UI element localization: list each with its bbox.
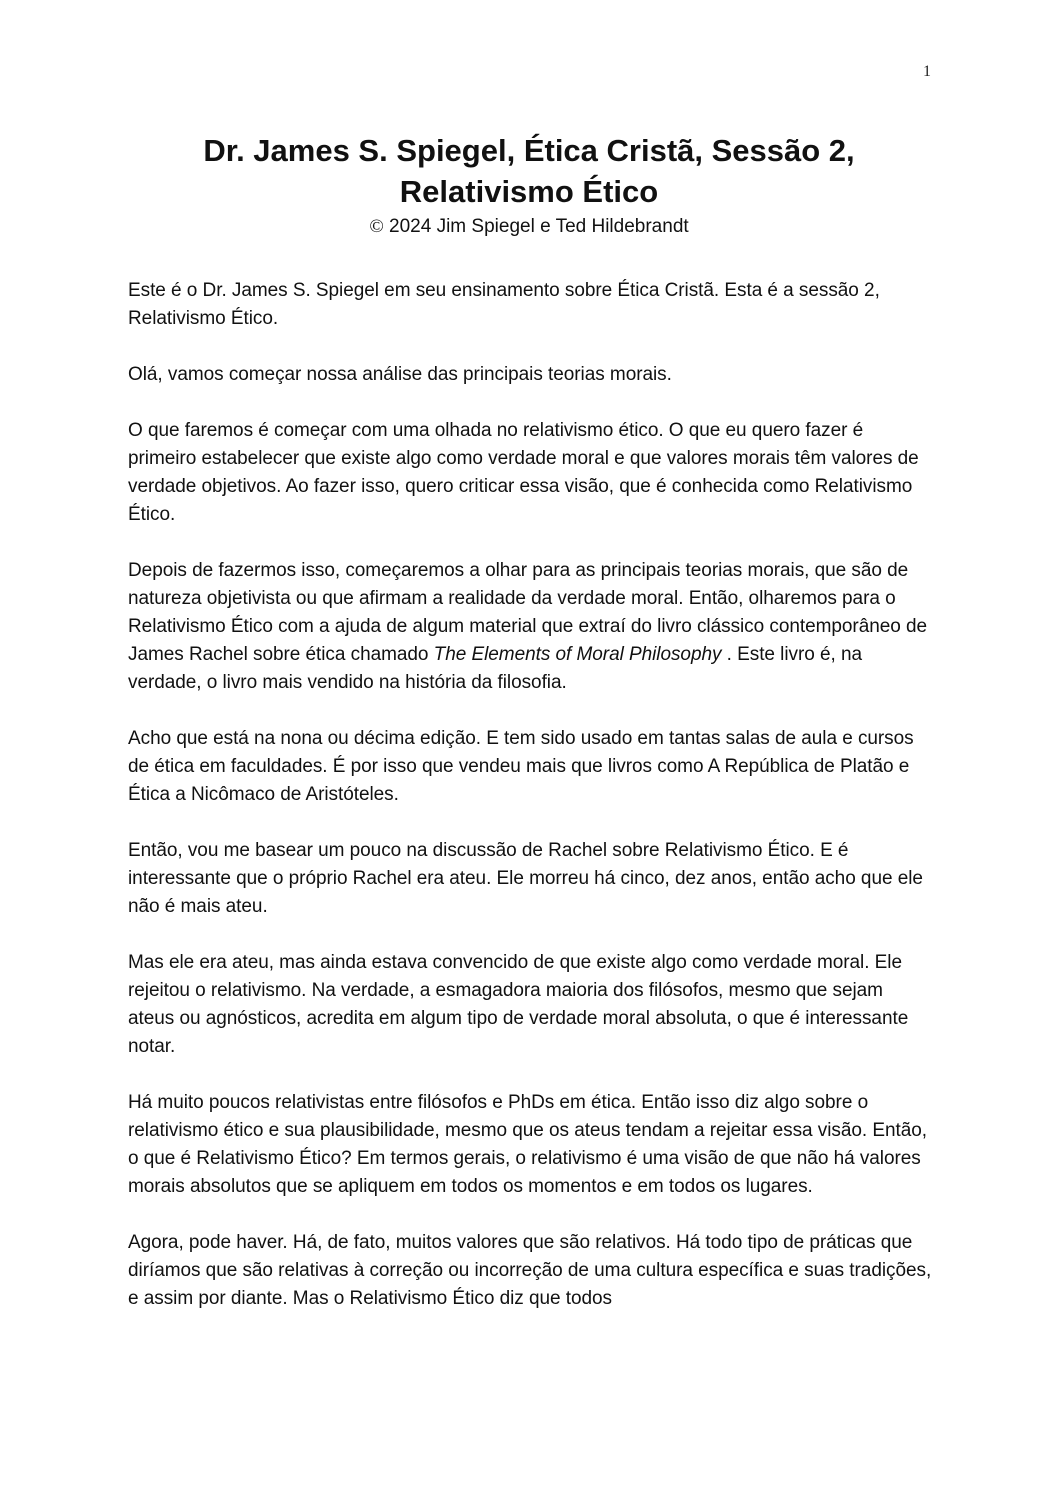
paragraph-8: Há muito poucos relativistas entre filósofos e PhDs em ética. Então isso diz algo sobre o relativismo ético e sua plausibilidade, mesmo que os ateus tendam a rejeitar essa visão. Então, o que é Relativismo Ético? Em termos gerais, o relativismo é uma visão de que não há valores morais absolutos que se apliquem em todos os momentos e em todos os lugares. [128, 1092, 927, 1197]
book-title: The Elements of Moral Philosophy [433, 644, 722, 665]
copyright-symbol: © [369, 216, 384, 237]
document-header [128, 130, 930, 240]
document-body [128, 277, 932, 1341]
copyright-line [128, 214, 930, 240]
paragraph-5: Acho que está na nona ou décima edição. E tem sido usado em tantas salas de aula e cursos de ética em faculdades. É por isso que vendeu mais que livros como A República de Platão e Ética a Nicômaco de Aristóteles. [128, 728, 914, 805]
page-number: 1 [923, 63, 931, 80]
copyright-text: 2024 Jim Spiegel e Ted Hildebrandt [383, 216, 689, 237]
paragraph-7: Mas ele era ateu, mas ainda estava convencido de que existe algo como verdade moral. Ele rejeitou o relativismo. Na verdade, a esmagadora maioria dos filósofos, mesmo que sejam ateus ou agnósticos, acredita em algum tipo de verdade moral absoluta, o que é interessante notar. [128, 952, 909, 1057]
paragraph-2: Olá, vamos começar nossa análise das principais teorias morais. [128, 364, 672, 385]
title-line-1: Dr. James S. Spiegel, Ética Cristã, Sessão 2, [203, 133, 855, 168]
paragraph-4-text-before: Depois de fazermos isso, começaremos a olhar para as principais teorias morais, que são de natureza objetivista ou que afirmam a realidade da verdade moral. Então, olharemos para o Relativismo Ético com a ajuda de algum material que extraí do livro clássico contemporâneo de James Rachel sobre ética chamado [128, 560, 928, 665]
paragraph-3: O que faremos é começar com uma olhada no relativismo ético. O que eu quero fazer é primeiro estabelecer que existe algo como verdade moral e que valores morais têm valores de verdade objetivos. Ao fazer isso, quero criticar essa visão, que é conhecida como Relativismo Ético. [128, 420, 919, 525]
document-title [128, 130, 930, 212]
paragraph-6: Então, vou me basear um pouco na discussão de Rachel sobre Relativismo Ético. E é interessante que o próprio Rachel era ateu. Ele morreu há cinco, dez anos, então acho que ele não é mais ateu. [128, 840, 923, 917]
paragraph-4 [128, 557, 932, 697]
title-line-2: Relativismo Ético [399, 174, 659, 209]
paragraph-4-text-after: . Este livro é, na verdade, o livro mais vendido na história da filosofia. [128, 644, 862, 693]
paragraph-9: Agora, pode haver. Há, de fato, muitos valores que são relativos. Há todo tipo de práticas que diríamos que são relativas à correção ou incorreção de uma cultura específica e suas tradições, e assim por diante. Mas o Relativismo Ético diz que todos [128, 1232, 932, 1309]
paragraph-1: Este é o Dr. James S. Spiegel em seu ensinamento sobre Ética Cristã. Esta é a sessão 2, Relativismo Ético. [128, 280, 880, 329]
